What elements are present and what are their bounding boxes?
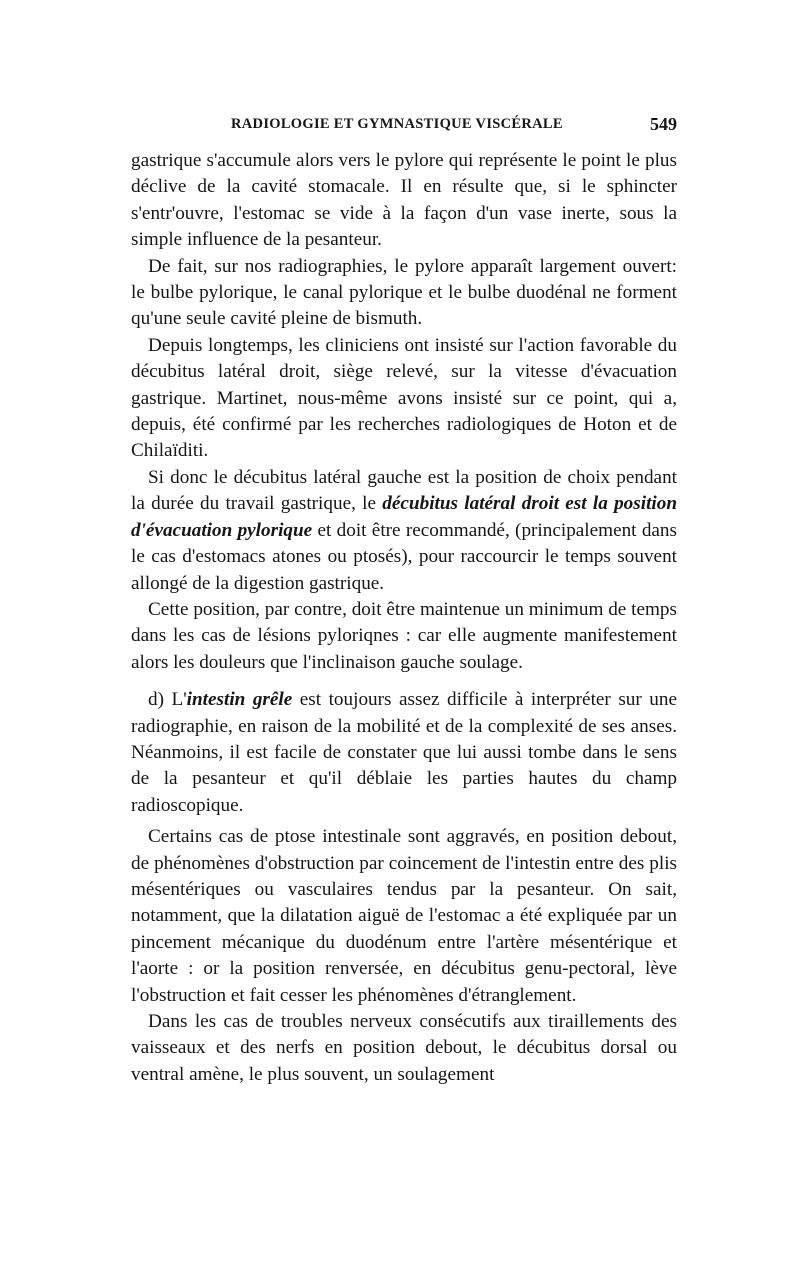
paragraph-text: Si donc le décubitus latéral gauche est la position de choix pendant la durée du travail gastrique, le — [131, 466, 677, 515]
paragraph-text: d) L' — [148, 689, 187, 711]
emphasized-text: décubitus latéral droit est la position d'évacuation pylorique — [131, 493, 677, 541]
emphasized-text: intestin grêle — [186, 689, 293, 711]
page-number: 549 — [650, 114, 677, 134]
paragraph: Cette position, par contre, doit être maintenue un minimum de temps dans les cas de lésions pyloriqnes : car elle augmente manifestement alors les douleurs que l'inclinaison gauche soulage. — [131, 598, 677, 673]
paragraph — [131, 465, 677, 597]
running-head — [131, 116, 677, 142]
paragraph: Dans les cas de troubles nerveux consécutifs aux tiraillements des vaisseaux et des nerfs en position debout, le décubitus dorsal ou ventral amène, le plus souvent, un soulagement — [131, 1011, 677, 1085]
paragraph-text: est toujours assez difficile à interpréter sur une radiographie, en raison de la mobilité et de la complexité de ses anses. Néanmoins, il est facile de constater que lui aussi tombe dans le sens de la pesanteur et qu'il déblaie les parties hautes du champ radioscopique. — [131, 689, 677, 816]
section-paragraph — [131, 687, 677, 819]
running-title: RADIOLOGIE ET GYMNASTIQUE VISCÉRALE — [231, 116, 563, 132]
paragraph-text: et doit être recommandé, (principalement dans le cas d'estomacs atones ou ptosés), pour raccourcir le temps souvent allongé de la digestion gastrique. — [131, 519, 677, 594]
paragraph: Depuis longtemps, les cliniciens ont insisté sur l'action favorable du décubitus latéral droit, siège relevé, sur la vitesse d'évacuation gastrique. Martinet, nous-même avons insisté sur ce point, qui a, depuis, été confirmé par les recherches radiologiques de Hoton et de Chilaïditi. — [131, 334, 677, 462]
paragraph: De fait, sur nos radiographies, le pylore apparaît largement ouvert: le bulbe pylorique, le canal pylorique et le bulbe duodénal ne forment qu'une seule cavité pleine de bismuth. — [131, 255, 677, 330]
paragraph: Certains cas de ptose intestinale sont aggravés, en position debout, de phénomènes d'obstruction par coincement de l'intestin entre des plis mésentériques ou vasculaires tendus par la pesanteur. On sait, notamment, que la dilatation aiguë de l'estomac a été expliquée par un pincement mécanique du duodénum entre l'artère mésentérique et l'aorte : or la position renversée, en décubitus genu-pectoral, lève l'obstruction et fait cesser les phénomènes d'étranglement. — [131, 826, 677, 1006]
body-text — [131, 148, 677, 1088]
paragraph: gastrique s'accumule alors vers le pylore qui représente le point le plus déclive de la cavité stomacale. Il en résulte que, si le sphincter s'entr'ouvre, l'estomac se vide à la façon d'un vase inerte, sous la simple influence de la pesanteur. — [131, 150, 677, 251]
